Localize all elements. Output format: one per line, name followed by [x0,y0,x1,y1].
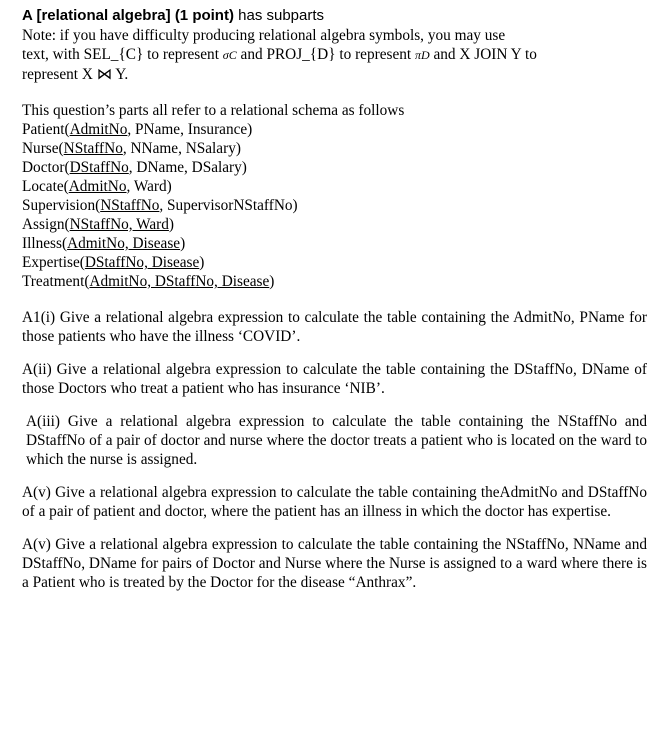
relation-nurse: Nurse(NStaffNo, NName, NSalary) [22,140,241,157]
question-heading [22,6,647,26]
note-line-1: Note: if you have difficulty producing relational algebra symbols, you may use [22,27,506,44]
note-text-sel: text, with SEL_{C} to represent [22,46,219,63]
primary-key: DStaffNo [69,159,129,176]
primary-key: AdmitNo, DStaffNo, Disease [89,273,270,290]
note-line-3: represent X ⋈ Y. [22,66,129,83]
question-title-suffix: has subparts [238,7,325,24]
primary-key: NStaffNo [63,140,123,157]
schema-relations [22,120,647,291]
relation-doctor: Doctor(DStaffNo, DName, DSalary) [22,159,247,176]
primary-key: AdmitNo, Disease [67,235,181,252]
note-text-proj: and PROJ_{D} to represent [240,46,412,63]
primary-key: DStaffNo, Disease [84,254,200,271]
question-aii: A(ii) Give a relational algebra expression to calculate the table containing the DStaffNo, DName of those Doctors who treat a patient who has insurance ‘NIB’. [22,361,647,397]
primary-key: AdmitNo [68,178,127,195]
question-av-second: A(v) Give a relational algebra expression to calculate the table containing the NStaffNo, NName and DStaffNo, DName for pairs of Doctor and Nurse where the Nurse is assigned to a ward where there is a Patient who is treated by the Doctor for the disease “Anthrax”. [22,536,647,591]
note-text-join: and X JOIN Y to [433,46,537,63]
relation-patient: Patient(AdmitNo, PName, Insurance) [22,121,253,138]
primary-key: NStaffNo [100,197,160,214]
primary-key: AdmitNo [69,121,128,138]
schema-intro: This question’s parts all refer to a relational schema as follows [22,102,405,119]
question-a1i: A1(i) Give a relational algebra expression to calculate the table containing the AdmitNo, PName for those patients who have the illness ‘COVID’. [22,309,647,345]
question-aiii: A(iii) Give a relational algebra expression to calculate the table containing the NStaffNo and DStaffNo of a pair of doctor and nurse where the doctor treats a patient who is located on the ward to which the nurse is assigned. [26,413,647,468]
relation-assign: Assign(NStaffNo, Ward) [22,216,175,233]
relation-illness: Illness(AdmitNo, Disease) [22,235,186,252]
question-av-first: A(v) Give a relational algebra expression to calculate the table containing theAdmitNo and DStaffNo of a pair of patient and doctor, where the patient has an illness in which the doctor has expertise. [22,484,647,520]
relation-treatment: Treatment(AdmitNo, DStaffNo, Disease) [22,273,275,290]
question-document [22,6,647,592]
relation-locate: Locate(AdmitNo, Ward) [22,178,172,195]
question-title: A [relational algebra] (1 point) [22,7,234,24]
note-line-2 [22,45,647,65]
pi-d-symbol: πD [414,48,430,62]
relation-supervision: Supervision(NStaffNo, SupervisorNStaffNo) [22,197,298,214]
primary-key: NStaffNo, Ward [69,216,169,233]
sigma-c-symbol: σC [222,48,237,62]
relation-expertise: Expertise(DStaffNo, Disease) [22,254,205,271]
